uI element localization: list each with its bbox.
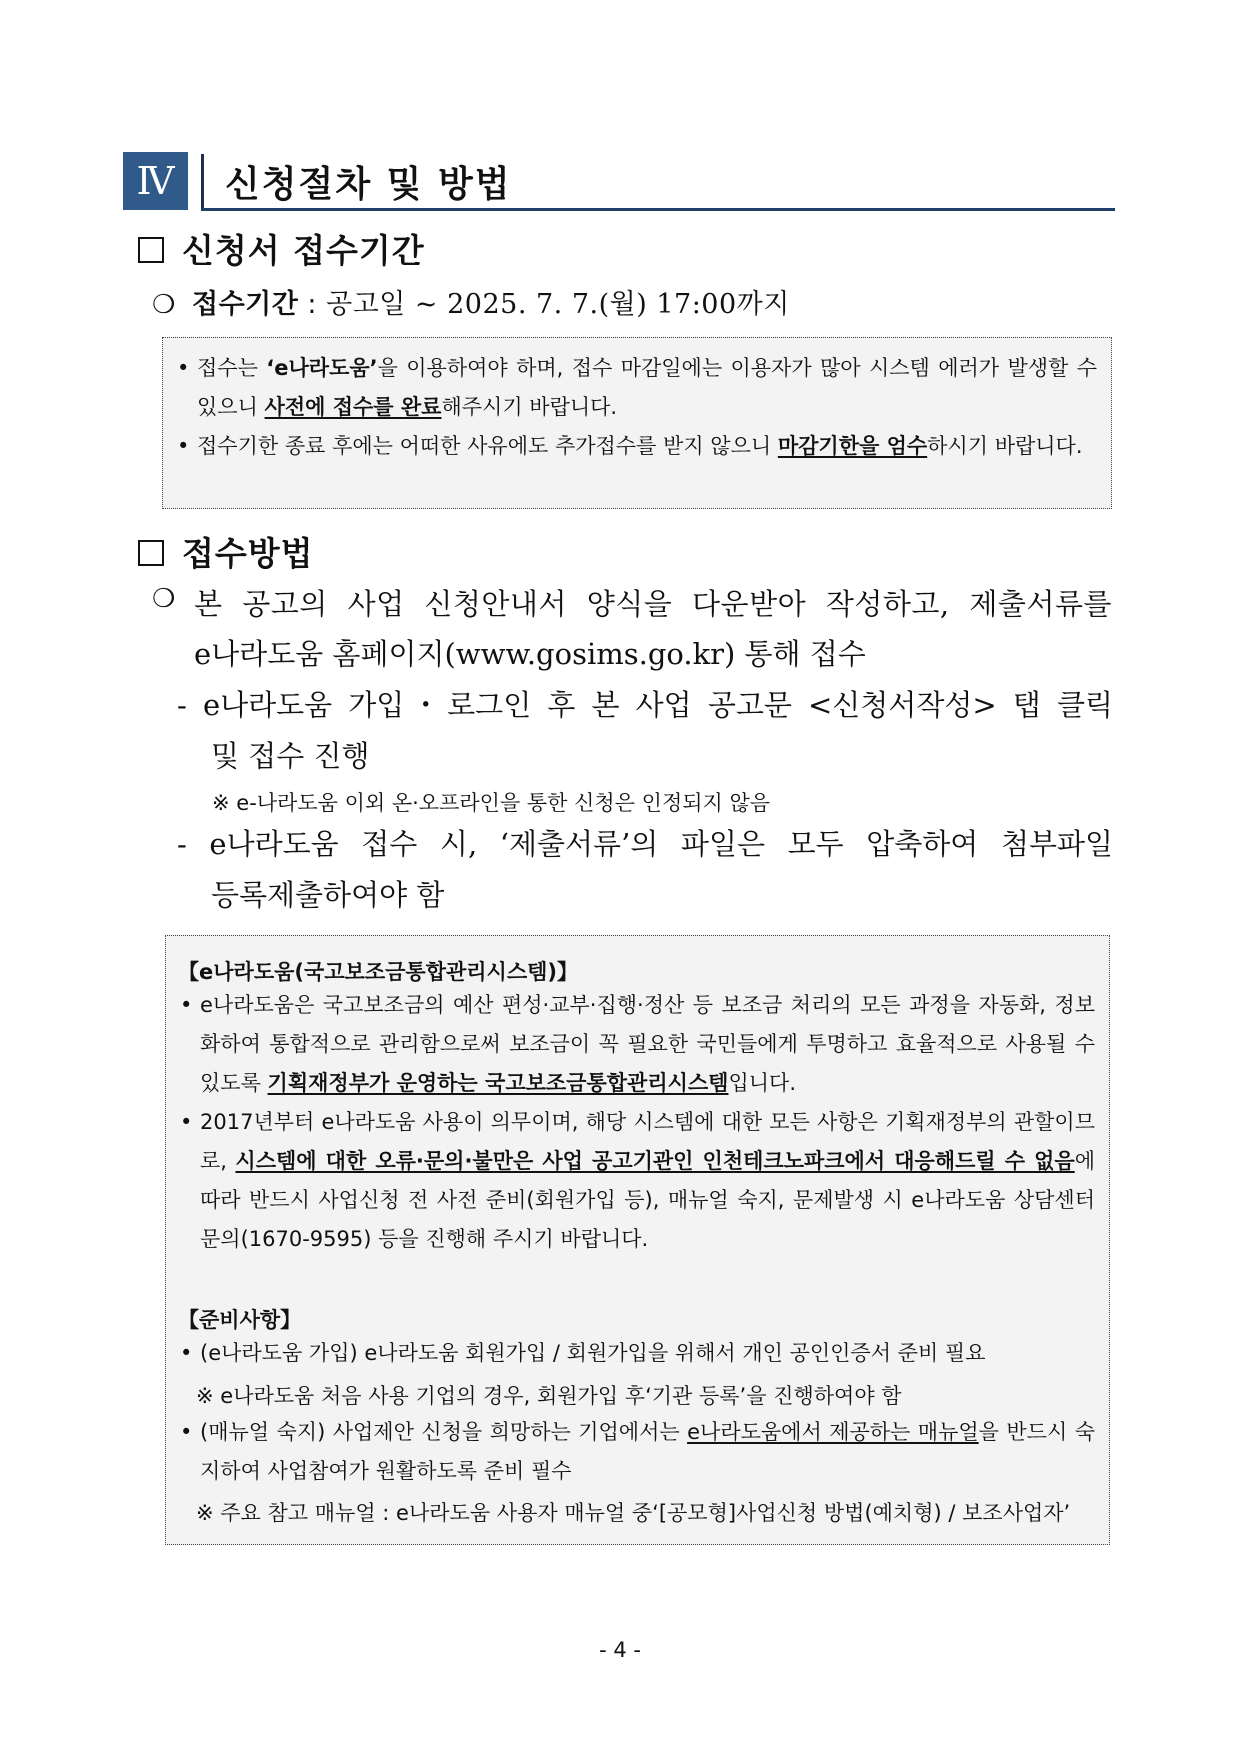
square-icon (138, 237, 164, 263)
section-title: 신청절차 및 방법 (225, 164, 512, 205)
info-box (165, 935, 1110, 1545)
bullet-icon: • (180, 993, 193, 1017)
prep-heading: 【준비사항】 (178, 1308, 302, 1332)
circle-icon: ❍ (152, 290, 176, 320)
period-value: 공고일 ~ 2025. 7. 7.(월) 17:00까지 (326, 289, 790, 320)
method-dash-2: - e나라도움 접수 시, ‘제출서류’의 파일은 모두 압축하여 첨부파일 (177, 827, 1113, 861)
page-number: - 4 - (599, 1638, 641, 1662)
prep-note-1: ※ e나라도움 처음 사용 기업의 경우, 회원가입 후‘기관 등록’을 진행하여야 함 (196, 1384, 902, 1408)
circle-icon: ❍ (152, 584, 176, 614)
bullet-icon: • (177, 356, 190, 380)
bullet-icon: • (177, 434, 190, 458)
prep-bullet-2: • (매뉴얼 숙지) 사업제안 신청을 희망하는 기업에서는 e나라도움에서 제공하는 매뉴얼을 반드시 숙지하여 사업참여가 원활하도록 준비 필수 (180, 1413, 1095, 1491)
section-number: Ⅳ (123, 152, 188, 210)
method-heading: 접수방법 (138, 528, 314, 575)
square-icon (138, 540, 164, 566)
info-bullet-1: • e나라도움은 국고보조금의 예산 편성·교부·집행·정산 등 보조금 처리의 모든 과정을 자동화, 정보화하여 통합적으로 관리함으로써 보조금이 꼭 필요한 국민들에게 투명하고 효율적으로 사용될 수 있도록 기획재정부가 운영하는 국고보조금통합관리시스템입니다. (180, 986, 1095, 1103)
method-dash-1: - e나라도움 가입・로그인 후 본 사업 공고문 <신청서작성> 탭 클릭 (177, 688, 1113, 722)
notice-box (162, 337, 1112, 509)
method-dash-1-line-2: 및 접수 진행 (211, 739, 370, 773)
info-heading: 【e나라도움(국고보조금통합관리시스템)】 (178, 960, 579, 984)
method-dash-2-line-2: 등록제출하여야 함 (211, 878, 445, 912)
prep-note-2: ※ 주요 참고 매뉴얼 : e나라도움 사용자 매뉴얼 중‘[공모형]사업신청 방법(예치형) / 보조사업자’ (196, 1501, 1071, 1525)
period-label: 접수기간 (192, 289, 299, 320)
bullet-icon: • (180, 1420, 193, 1444)
period-line: ❍ 접수기간 : 공고일 ~ 2025. 7. 7.(월) 17:00까지 (152, 289, 790, 320)
section-divider (201, 154, 204, 210)
section-underline (201, 208, 1115, 211)
section-header (123, 152, 1115, 210)
prep-bullet-1: • (e나라도움 가입) e나라도움 회원가입 / 회원가입을 위해서 개인 공인인증서 준비 필요 (180, 1334, 1095, 1373)
notice-bullet-1: • 접수는 ‘e나라도움’을 이용하여야 하며, 접수 마감일에는 이용자가 많아 시스템 에러가 발생할 수 있으니 사전에 접수를 완료해주시기 바랍니다. (177, 349, 1097, 427)
period-heading: 신청서 접수기간 (138, 225, 425, 272)
method-note: ※ e-나라도움 이외 온·오프라인을 통한 신청은 인정되지 않음 (212, 791, 771, 815)
info-bullet-2: • 2017년부터 e나라도움 사용이 의무이며, 해당 시스템에 대한 모든 사항은 기획재정부의 관할이므로, 시스템에 대한 오류·문의·불만은 사업 공고기관인 인천테크노파크에서 대응해드릴 수 없음에 따라 반드시 사업신청 전 사전 준비(회원가입 등), 매뉴얼 숙지, 문제발생 시 e나라도움 상담센터 문의(1670-9595) 등을 진행해 주시기 바랍니다. (180, 1103, 1095, 1259)
method-circle-line-2: e나라도움 홈페이지(www.gosims.go.kr) 통해 접수 (194, 637, 866, 671)
notice-bullet-2: • 접수기한 종료 후에는 어떠한 사유에도 추가접수를 받지 않으니 마감기한을 엄수하시기 바랍니다. (177, 427, 1097, 466)
bullet-icon: • (180, 1341, 193, 1365)
bullet-icon: • (180, 1110, 193, 1134)
